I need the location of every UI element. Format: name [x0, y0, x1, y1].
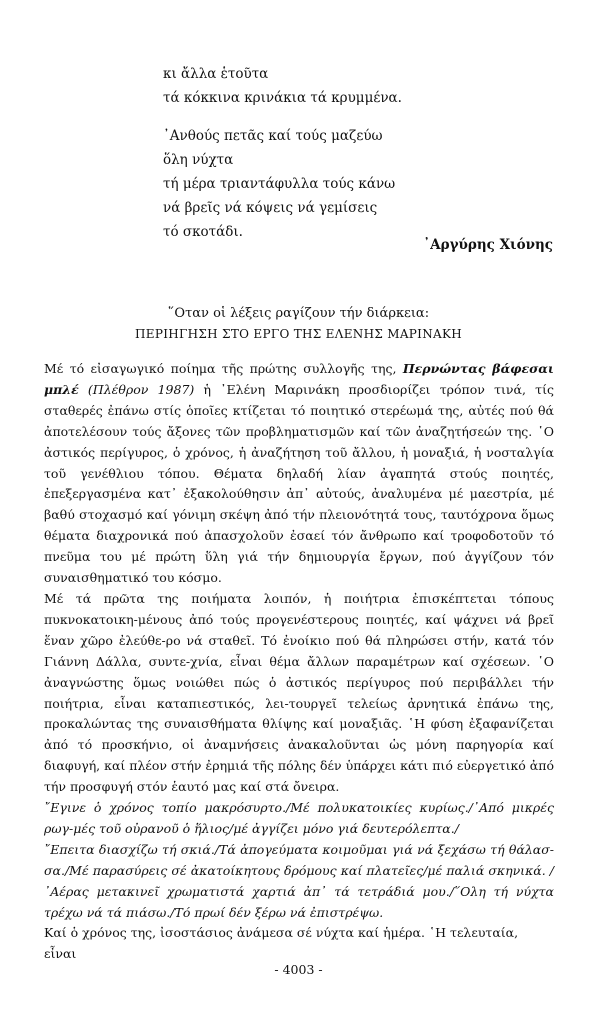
article-body — [44, 359, 554, 965]
paragraph-text: ἡ ᾿Ελένη Μαρινάκη προσδιορίζει τρόπον τινά, τίς σταθερές ἐπάνω στίς ὁποῖες κτίζεται τό ποιητικό στερέωμά της, αὐτές πού θά ἀποτελέσουν τούς ἄξονες τῶν προβληματισμῶν καί τῶν ἀναζητήσεών της. ῾Ο ἀστικός περίγυρος, ὁ χρόνος, ἡ ἀναζήτηση τοῦ ἄλλου, ἡ μοναξιά, ἡ νοσταλγία τοῦ γενέθλιου τόπου. Θέματα δηλαδή λίαν ἀγαπητά στούς ποιητές, ἐπεξεργασμένα κατ᾿ ἐξακολούθησιν ἀπ᾿ αὐτούς, ἀναλυμένα μέ μαεστρία, μέ βαθύ στοχασμό καί γόνιμη σκέψη ἀπό τήν πλειονότητά τους, ταυτόχρονα ὅμως θέματα διαχρονικά πού ἀπασχολοῦν ἐσαεί τόν ἄνθρωπο καί τροφοδοτοῦν τό πνεῦμα του μέ πρώτη ὕλη γιά τήν δημιουργία ἔργων, πού ἀγγίζουν τόν συναισθηματικό του κόσμο. — [44, 381, 554, 586]
quote: ῎Εγινε ὁ χρόνος τοπίο μακρόσυρτο./Μέ πολυκατοικίες κυρίως./᾿Από μικρές ρωγ-μές τοῦ οὐρανοῦ ὁ ἥλιος/μέ ἀγγίζει μόνο γιά δευτερόλεπτα./ — [44, 800, 554, 836]
poem-line: τή μέρα τριαντάφυλλα τούς κάνω — [163, 176, 396, 192]
article-subtitle: ῞Οταν οἱ λέξεις ραγίζουν τήν διάρκεια: — [167, 306, 430, 321]
poem-line: τά κόκκινα κρινάκια τά κρυμμένα. — [163, 90, 402, 106]
poem-line: κι ἄλλα ἑτοῦτα — [163, 66, 269, 82]
paragraph-intro: Μέ τό εἰσαγωγικό ποίημα τῆς πρώτης συλλογῆς της, — [44, 361, 403, 376]
paragraph: Καί ὁ χρόνος της, ἰσοστάσιος ἀνάμεσα σέ νύχτα καί ἡμέρα. ῾Η τελευταία, εἶναι — [44, 925, 519, 962]
poem-line: ὅλη νύχτα — [163, 152, 234, 168]
paragraph — [44, 359, 554, 589]
article-title: ΠΕΡΙΗΓΗΣΗ ΣΤΟ ΕΡΓΟ ΤΗΣ ΕΛΕΝΗΣ ΜΑΡΙΝΑΚΗ — [135, 327, 462, 341]
page-number: - 4003 - — [274, 962, 323, 977]
quote: ῎Επειτα διασχίζω τή σκιά./Τά ἀπογεύματα κοιμοῦμαι γιά νά ξεχάσω τή θάλασ-σα./Μέ παρασύρεις σέ ἀκατοίκητους δρόμους καί πλατεῖες/μέ παλιά σκηνικά. /᾿Αέρας μετακινεῖ χρωματιστά χαρτιά ἀπ᾿ τά τετράδιά μου./῞Ολη τή νύχτα τρέχω νά τά πιάσω./Τό πρωί δέν ξέρω νά ἐπιστρέψω. — [44, 841, 554, 920]
book-title: Περνώντας βάφεσαι μπλέ — [44, 361, 554, 397]
poem-line: ᾿Ανθούς πετᾶς καί τούς μαζεύω — [163, 128, 383, 144]
book-publication: (Πλέθρον 1987) — [78, 381, 195, 397]
poem-line: τό σκοτάδι. — [163, 224, 243, 240]
poem-line: νά βρεῖς νά κόψεις νά γεμίσεις — [163, 200, 378, 216]
poem-author: ᾿Αργύρης Χιόνης — [423, 237, 553, 253]
paragraph: Μέ τά πρῶτα της ποιήματα λοιπόν, ἡ ποιήτρια ἐπισκέπτεται τόπους πυκνοκατοικη-μένους ἀπό τούς προγενέστερους ποιητές, καί ψάχνει νά βρεῖ ἕναν χῶρο ἐλεύθε-ρο νά σταθεῖ. Τό ἐνοίκιο πού θά πληρώσει στήν, κατά τόν Γιάννη Δάλλα, συντε-χνία, εἶναι θέμα ἄλλων παραμέτρων καί σχέσεων. ῾Ο ἀναγνώστης ὅμως νοιώθει πώς ὁ ἀστικός περίγυρος πού περιβάλλει τήν ποιήτρια, εἶναι καταπιεστικός, λει-τουργεῖ τελείως ἀρνητικά ἐπάνω της, προκαλώντας της συναισθήματα θλίψης καί μοναξιᾶς. ῾Η φύση ἐξαφανίζεται ἀπό τό προσκήνιο, οἱ ἀναμνήσεις ἀνακαλοῦνται ὡς μόνη παρηγορία καί διαφυγή, καί πλέον στήν ἐρημιά τῆς πόλης δέν ὑπάρχει κάτι πιό εὐεργετικό ἀπό τήν προσφυγή στόν ἑαυτό μας καί στά ὄνειρα. — [44, 590, 554, 795]
